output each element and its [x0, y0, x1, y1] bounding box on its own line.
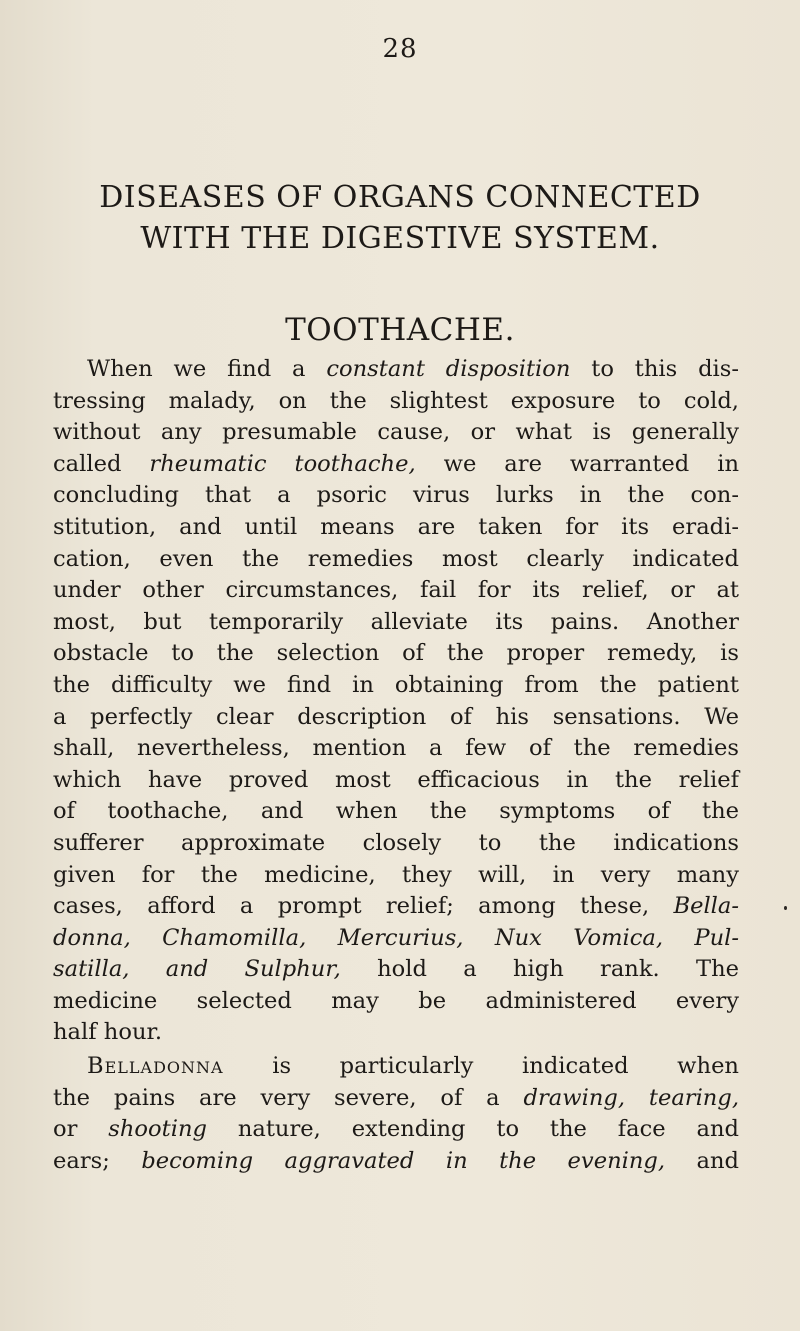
- text-line: stitution, and until means are taken for its eradi-: [53, 513, 739, 540]
- text-line: given for the medicine, they will, in very many: [53, 861, 739, 888]
- text-line: ears; becoming aggravated in the evening, and: [53, 1147, 740, 1174]
- text-line: satilla, and Sulphur, hold a high rank. The: [53, 956, 739, 983]
- text-line: Belladonna is particularly indicated when: [87, 1053, 739, 1080]
- text-line: under other circumstances, fail for its relief, or at: [53, 577, 739, 604]
- text-line: or shooting nature, extending to the face and: [53, 1116, 739, 1143]
- text-line: sufferer approximate closely to the indications: [53, 829, 739, 856]
- text-line: tressing malady, on the slightest exposure to cold,: [53, 387, 739, 414]
- text-line: half hour.: [53, 1019, 162, 1046]
- text-line: called rheumatic toothache, we are warranted in: [53, 450, 739, 477]
- text-line: shall, nevertheless, mention a few of the remedies: [53, 735, 739, 762]
- text-line: of toothache, and when the symptoms of the: [53, 798, 739, 825]
- remedy-name: Belladonna: [87, 1053, 224, 1080]
- text-line: cases, afford a prompt relief; among these, Bella-: [53, 893, 739, 920]
- text-line: obstacle to the selection of the proper remedy, is: [53, 640, 739, 667]
- text-line: without any presumable cause, or what is generally: [53, 419, 739, 446]
- text-line: donna, Chamomilla, Mercurius, Nux Vomica, Pul-: [53, 924, 739, 951]
- text-line: a perfectly clear description of his sensations. We: [53, 703, 739, 730]
- ink-speck: [784, 906, 787, 910]
- text-line: which have proved most efficacious in the relief: [53, 766, 739, 793]
- text-line: the pains are very severe, of a drawing, tearing,: [53, 1084, 740, 1111]
- page-number: 28: [382, 34, 418, 64]
- text-line: the difficulty we find in obtaining from the patient: [53, 671, 739, 698]
- text-line: When we find a constant disposition to this dis-: [87, 356, 739, 382]
- text-line: most, but temporarily alleviate its pains. Another: [53, 608, 739, 635]
- chapter-heading-line-2: WITH THE DIGESTIVE SYSTEM.: [140, 221, 660, 256]
- text-line: cation, even the remedies most clearly indicated: [53, 545, 739, 572]
- text-line: concluding that a psoric virus lurks in the con-: [53, 482, 739, 509]
- text-line: medicine selected may be administered every: [53, 987, 739, 1014]
- body-text: [53, 354, 739, 1177]
- chapter-heading-line-1: DISEASES OF ORGANS CONNECTED: [99, 180, 701, 215]
- section-title: TOOTHACHE.: [285, 312, 515, 348]
